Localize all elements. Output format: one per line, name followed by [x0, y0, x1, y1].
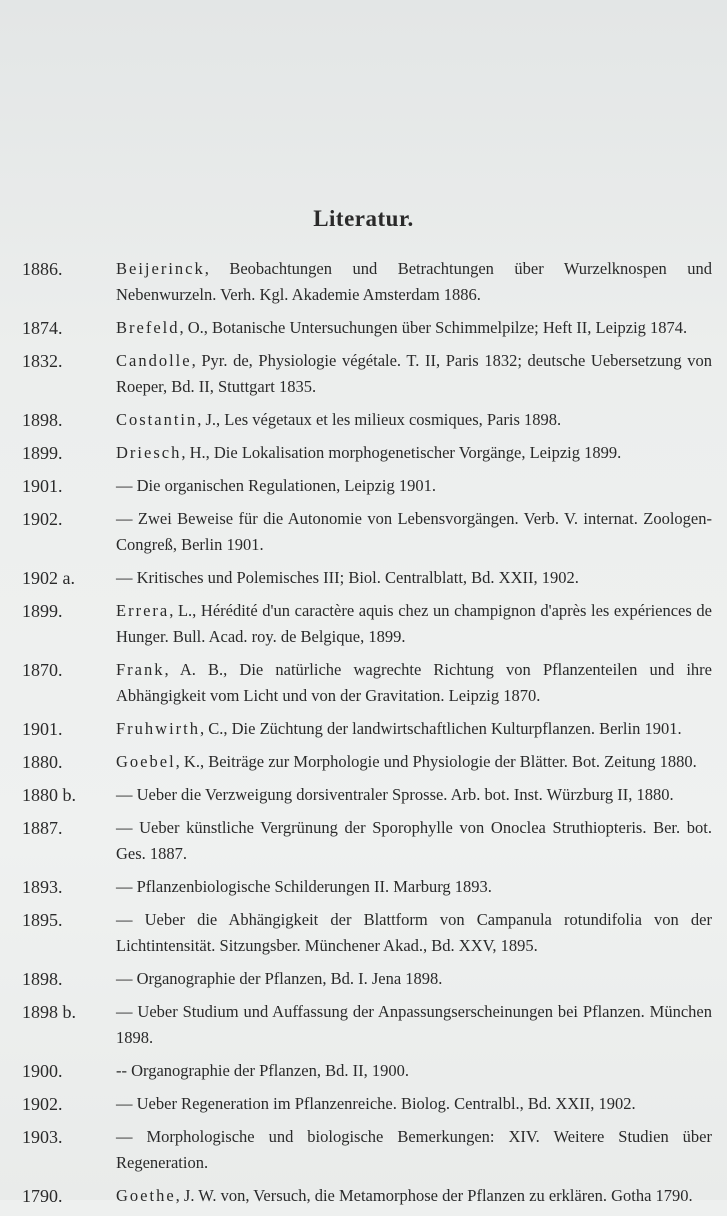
reference-text [116, 1183, 712, 1209]
reference-entry [22, 716, 712, 742]
reference-author: Brefeld [116, 318, 180, 337]
reference-citation: , K., Beiträge zur Morphologie und Physiologie der Blätter. Bot. Zeitung 1880. [175, 752, 697, 771]
reference-text [116, 256, 712, 308]
reference-text [116, 565, 712, 591]
reference-year: 1899. [22, 443, 63, 463]
reference-text [116, 315, 712, 341]
reference-citation: , Pyr. de, Physiologie végétale. T. II, Paris 1832; deutsche Uebersetzung von Roeper, Bd. II, Stuttgart 1835. [116, 351, 712, 396]
reference-citation: — Die organischen Regulationen, Leipzig 1901. [116, 476, 436, 495]
reference-text [116, 782, 712, 808]
reference-citation: — Ueber die Abhängigkeit der Blattform von Campanula rotundifolia von der Lichtintensität. Sitzungsber. Münchener Akad., Bd. XXV, 1895. [116, 910, 712, 955]
reference-citation: , J. W. von, Versuch, die Metamorphose der Pflanzen zu erklären. Gotha 1790. [175, 1186, 693, 1205]
reference-entry [22, 1183, 712, 1209]
reference-entry [22, 815, 712, 867]
reference-citation: , L., Hérédité d'un caractère aquis chez un champignon d'après les expériences de Hunger. Bull. Acad. roy. de Belgique, 1899. [116, 601, 712, 646]
reference-entry [22, 1091, 712, 1117]
reference-entry [22, 256, 712, 308]
reference-text [116, 966, 712, 992]
reference-year: 1901. [22, 476, 63, 496]
reference-author: Frank [116, 660, 165, 679]
reference-text [116, 506, 712, 558]
reference-author: Goebel [116, 752, 176, 771]
reference-entry [22, 966, 712, 992]
reference-author: Fruhwirth [116, 719, 200, 738]
reference-citation: — Morphologische und biologische Bemerkungen: XIV. Weitere Studien über Regeneration. [116, 1127, 712, 1172]
reference-citation: — Zwei Beweise für die Autonomie von Lebensvorgängen. Verb. V. internat. Zoologen-Congreß, Berlin 1901. [116, 509, 712, 554]
reference-text [116, 440, 712, 466]
reference-citation: — Ueber Regeneration im Pflanzenreiche. Biolog. Centralbl., Bd. XXII, 1902. [116, 1094, 636, 1113]
reference-year: 1886. [22, 259, 63, 279]
reference-year: 1880 b. [22, 785, 76, 805]
reference-author: Goethe [116, 1186, 176, 1205]
reference-year: 1903. [22, 1127, 63, 1147]
reference-entry [22, 440, 712, 466]
reference-text [116, 1124, 712, 1176]
reference-entry [22, 348, 712, 400]
reference-author: Costantin [116, 410, 198, 429]
reference-list [22, 256, 712, 1216]
reference-entry [22, 782, 712, 808]
reference-citation: — Ueber Studium und Auffassung der Anpassungserscheinungen bei Pflanzen. München 1898. [116, 1002, 712, 1047]
reference-year: 1887. [22, 818, 63, 838]
reference-citation: — Organographie der Pflanzen, Bd. I. Jena 1898. [116, 969, 443, 988]
reference-citation: — Kritisches und Polemisches III; Biol. Centralblatt, Bd. XXII, 1902. [116, 568, 579, 587]
reference-entry [22, 874, 712, 900]
reference-citation: , O., Botanische Untersuchungen über Schimmelpilze; Heft II, Leipzig 1874. [179, 318, 688, 337]
reference-citation: , C., Die Züchtung der landwirtschaftlichen Kulturpflanzen. Berlin 1901. [200, 719, 682, 738]
reference-year: 1893. [22, 877, 63, 897]
reference-year: 1898 b. [22, 1002, 76, 1022]
reference-text [116, 1058, 712, 1084]
reference-text [116, 407, 712, 433]
reference-entry [22, 657, 712, 709]
reference-entry [22, 315, 712, 341]
reference-citation: — Ueber die Verzweigung dorsiventraler Sprosse. Arb. bot. Inst. Würzburg II, 1880. [116, 785, 674, 804]
reference-text [116, 657, 712, 709]
reference-year: 1902. [22, 509, 63, 529]
reference-citation: , A. B., Die natürliche wagrechte Richtung von Pflanzenteilen und ihre Abhängigkeit vom Licht und von der Gravitation. Leipzig 1870. [116, 660, 712, 705]
reference-entry [22, 565, 712, 591]
reference-year: 1901. [22, 719, 63, 739]
reference-year: 1874. [22, 318, 63, 338]
reference-year: 1900. [22, 1061, 63, 1081]
reference-entry [22, 1124, 712, 1176]
reference-entry [22, 407, 712, 433]
reference-text [116, 874, 712, 900]
reference-entry [22, 1058, 712, 1084]
reference-entry [22, 999, 712, 1051]
reference-text [116, 999, 712, 1051]
reference-citation: -- Organographie der Pflanzen, Bd. II, 1900. [116, 1061, 409, 1080]
reference-year: 1899. [22, 601, 63, 621]
reference-year: 1898. [22, 969, 63, 989]
reference-author: Errera [116, 601, 170, 620]
reference-year: 1898. [22, 410, 63, 430]
reference-entry [22, 749, 712, 775]
reference-text [116, 815, 712, 867]
reference-citation: — Ueber künstliche Vergrünung der Sporophylle von Onoclea Struthiopteris. Ber. bot. Ges. 1887. [116, 818, 712, 863]
reference-year: 1870. [22, 660, 63, 680]
reference-entry [22, 506, 712, 558]
reference-entry [22, 598, 712, 650]
reference-citation: , J., Les végetaux et les milieux cosmiques, Paris 1898. [197, 410, 562, 429]
page-title: Literatur. [313, 206, 414, 231]
reference-text [116, 716, 712, 742]
reference-text [116, 749, 712, 775]
reference-author: Beijerinck [116, 259, 205, 278]
reference-year: 1790. [22, 1186, 63, 1206]
reference-year: 1902 a. [22, 568, 75, 588]
reference-citation: , H., Die Lokalisation morphogenetischer Vorgänge, Leipzig 1899. [181, 443, 622, 462]
reference-text [116, 598, 712, 650]
reference-text [116, 473, 712, 499]
reference-year: 1880. [22, 752, 63, 772]
reference-author: Driesch [116, 443, 182, 462]
reference-entry [22, 907, 712, 959]
reference-author: Candolle [116, 351, 192, 370]
reference-citation: — Pflanzenbiologische Schilderungen II. Marburg 1893. [116, 877, 492, 896]
reference-text [116, 348, 712, 400]
reference-text [116, 1091, 712, 1117]
reference-citation: , Beobachtungen und Betrachtungen über Wurzelknospen und Nebenwurzeln. Verh. Kgl. Akademie Amsterdam 1886. [116, 259, 712, 304]
reference-text [116, 907, 712, 959]
reference-year: 1895. [22, 910, 63, 930]
reference-year: 1902. [22, 1094, 63, 1114]
reference-entry [22, 473, 712, 499]
reference-year: 1832. [22, 351, 63, 371]
